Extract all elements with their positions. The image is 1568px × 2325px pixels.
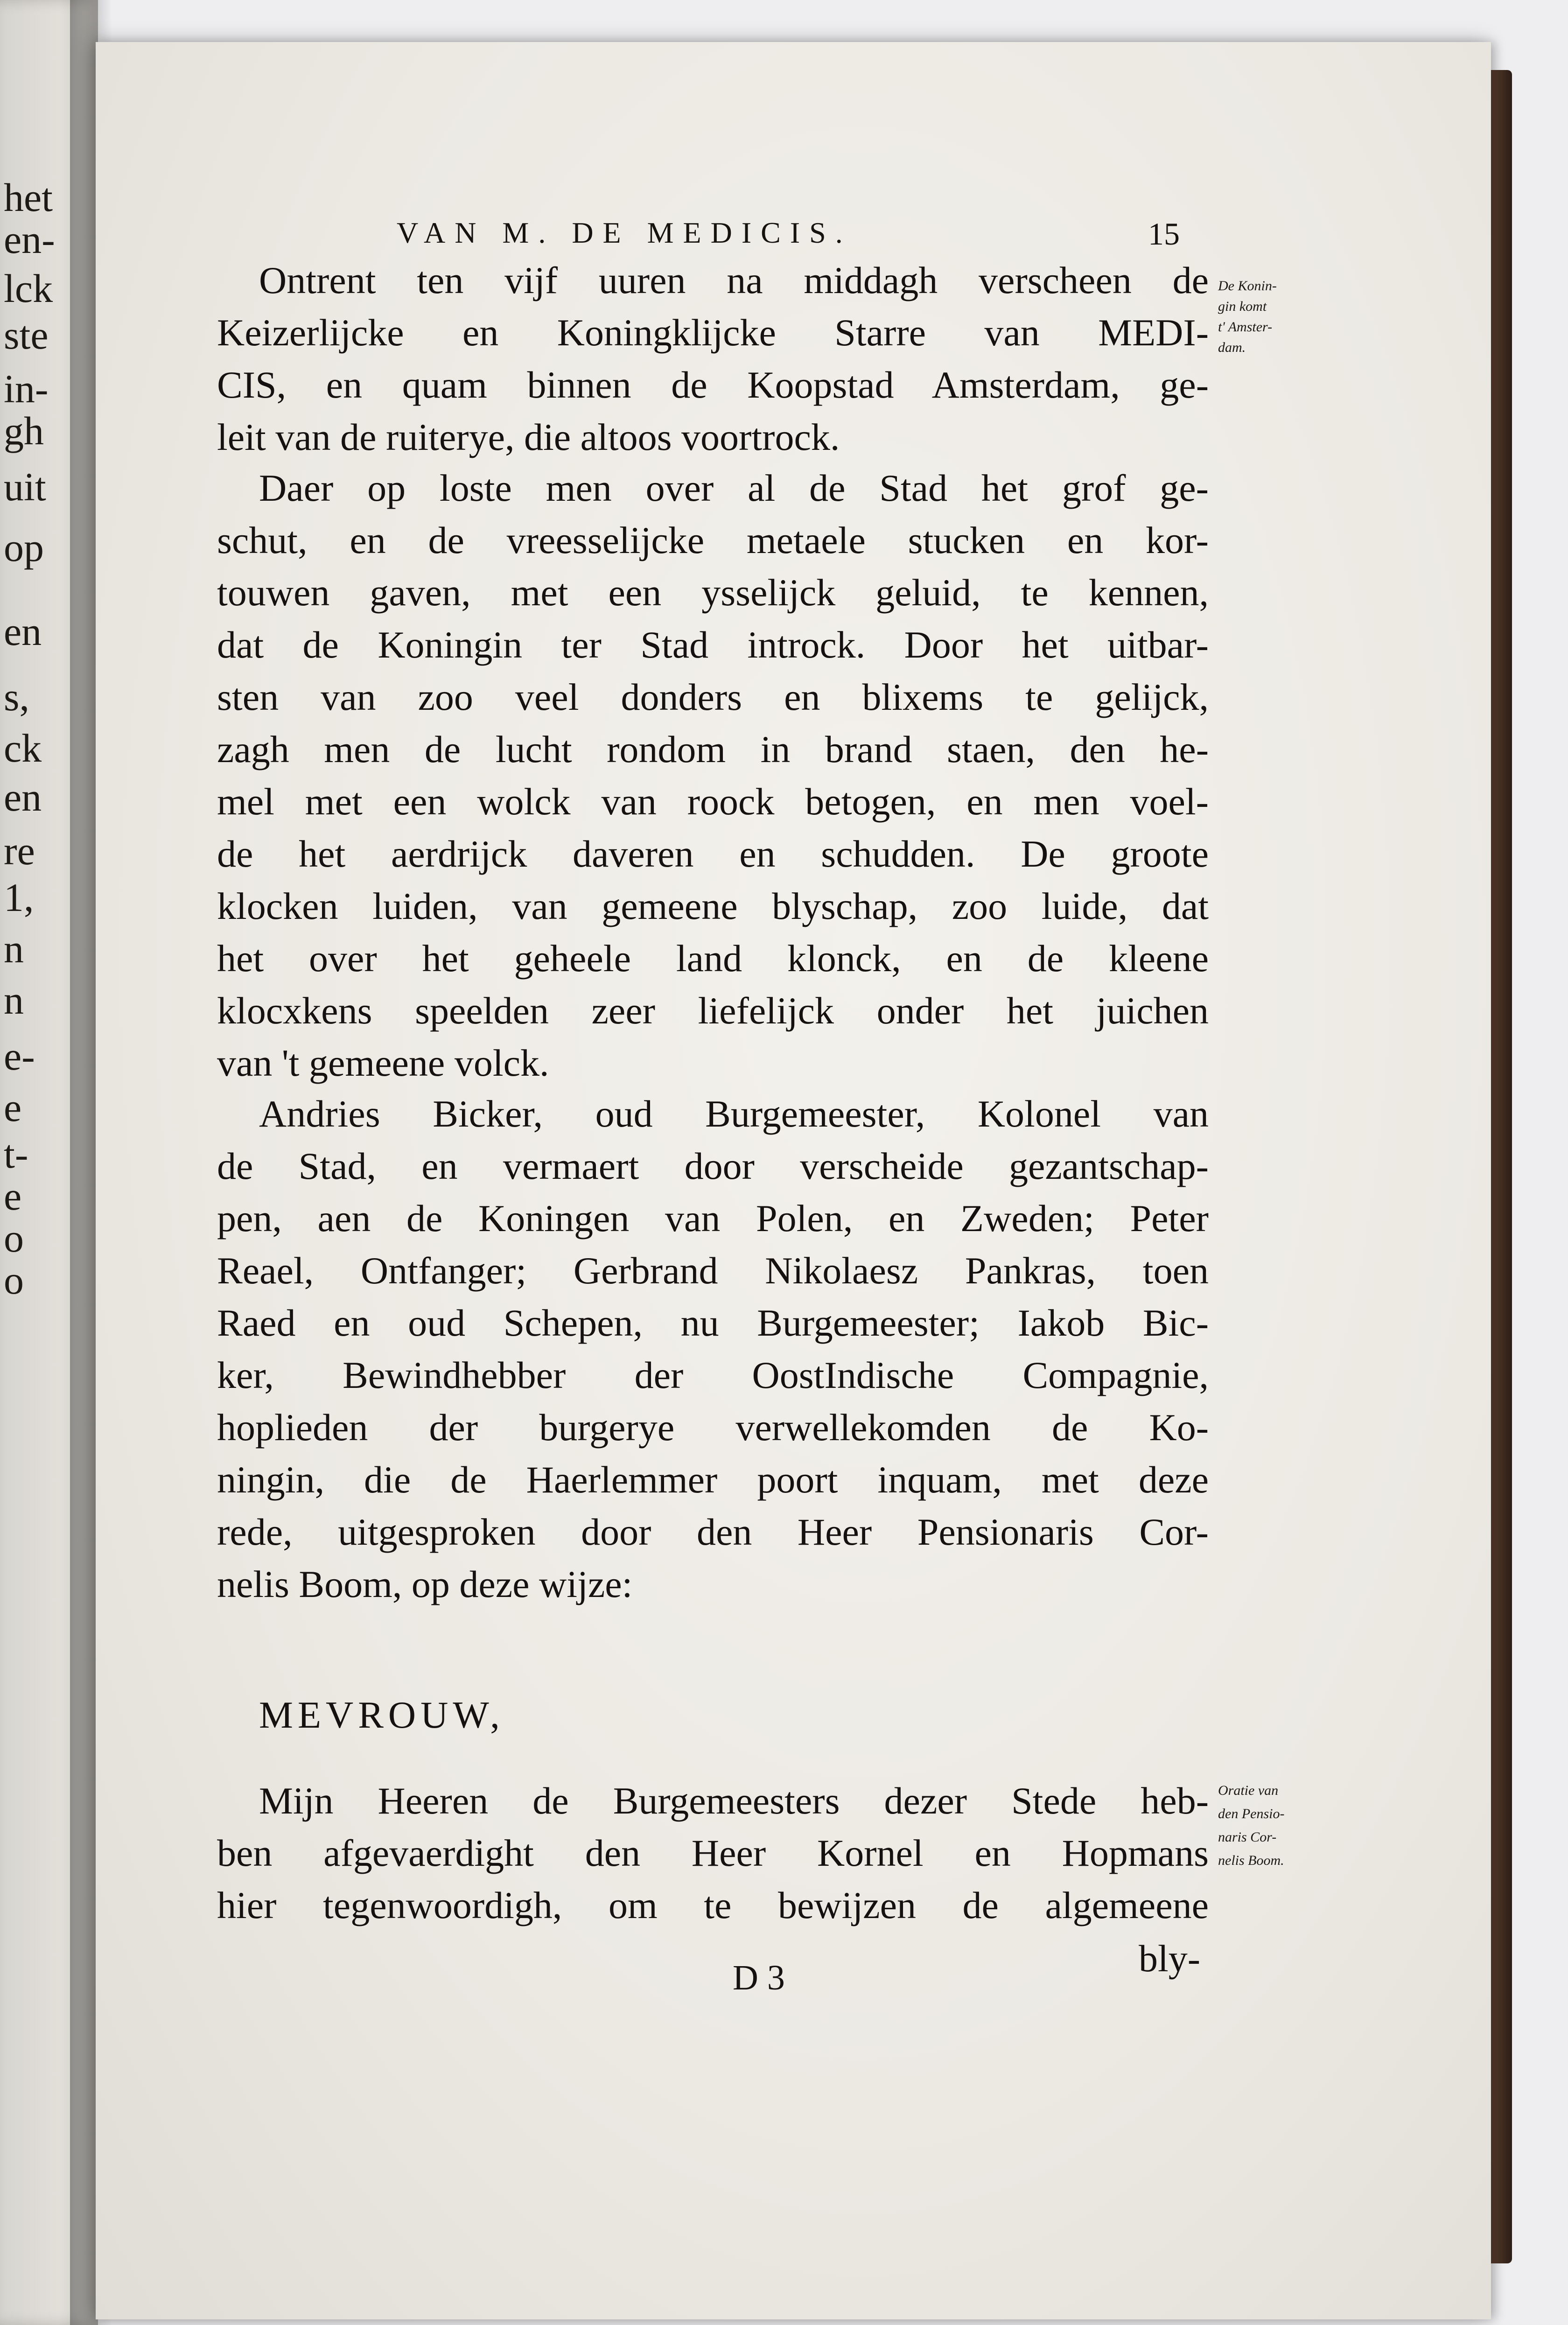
text-line: touwen gaven, met een ysselijck geluid, te kennen,: [217, 571, 1209, 614]
text-line: ker, Bewindhebber der OostIndische Compagnie,: [217, 1354, 1209, 1396]
previous-page-fragment: en-: [4, 217, 55, 262]
text-line: Mijn Heeren de Burgemeesters dezer Stede heb-: [259, 1779, 1209, 1822]
text-line: ben afgevaerdight den Heer Kornel en Hopmans: [217, 1832, 1209, 1874]
previous-page-fragment: op: [4, 525, 44, 570]
previous-page-fragment: in-: [4, 366, 49, 411]
previous-page-fragment: s,: [4, 674, 29, 719]
previous-page-fragment: re: [4, 828, 35, 873]
text-line: het over het geheele land klonck, en de kleene: [217, 937, 1209, 980]
previous-page-fragment: uit: [4, 464, 46, 509]
previous-page-fragment: o: [4, 1258, 24, 1303]
text-line: Daer op loste men over al de Stad het grof ge-: [259, 467, 1209, 509]
text-line: klocken luiden, van gemeene blyschap, zoo luide, dat: [217, 885, 1209, 927]
text-line: de Stad, en vermaert door verscheide gezantschap-: [217, 1145, 1209, 1187]
previous-page-fragment: en: [4, 775, 42, 819]
text-line: Raed en oud Schepen, nu Burgemeester; Iakob Bic-: [217, 1302, 1209, 1344]
previous-page-fragment: e: [4, 1174, 22, 1219]
margin-note-line: gin komt: [1218, 299, 1267, 314]
previous-page-fragment: n: [4, 926, 24, 971]
text-line: klocxkens speelden zeer liefelijck onder het juichen: [217, 989, 1209, 1032]
text-line: pen, aen de Koningen van Polen, en Zweden; Peter: [217, 1197, 1209, 1240]
text-line: mel met een wolck van roock betogen, en men voel-: [217, 780, 1209, 823]
margin-note-line: dam.: [1218, 340, 1246, 355]
text-line: sten van zoo veel donders en blixems te gelijck,: [217, 676, 1209, 718]
text-line: dat de Koningin ter Stad introck. Door het uitbar-: [217, 623, 1209, 666]
previous-page-fragment: ste: [4, 313, 49, 357]
previous-page-fragment: het: [4, 175, 53, 220]
previous-page-fragment: t-: [4, 1132, 28, 1177]
text-line: nelis Boom, op deze wijze:: [217, 1563, 633, 1605]
previous-page-fragment: n: [4, 978, 24, 1022]
previous-page-fragment: lck: [4, 266, 53, 311]
text-line: Keizerlijcke en Koningklijcke Starre van MEDI-: [217, 311, 1209, 354]
text-line: CIS, en quam binnen de Koopstad Amsterdam, ge-: [217, 364, 1209, 406]
margin-note-line: Oratie van: [1218, 1783, 1279, 1798]
previous-page-fragment: 1,: [4, 875, 34, 920]
margin-note-line: De Konin-: [1218, 278, 1277, 294]
previous-page-fragment: gh: [4, 408, 44, 453]
text-line: Ontrent ten vijf uuren na middagh verscheen de: [259, 259, 1209, 301]
margin-note-line: naris Cor-: [1218, 1829, 1277, 1845]
previous-page-fragment: o: [4, 1216, 24, 1261]
text-line: ningin, die de Haerlemmer poort inquam, met deze: [217, 1458, 1209, 1501]
text-line: zagh men de lucht rondom in brand staen, den he-: [217, 728, 1209, 770]
text-line: van 't gemeene volck.: [217, 1042, 549, 1084]
catchword: bly-: [1139, 1937, 1201, 1980]
text-line: Andries Bicker, oud Burgemeester, Kolonel van: [259, 1092, 1209, 1135]
previous-page-fragment: ck: [4, 726, 42, 770]
margin-note-line: nelis Boom.: [1218, 1853, 1284, 1868]
text-line: hier tegenwoordigh, om te bewijzen de algemeene: [217, 1884, 1209, 1926]
previous-page-fragment: e-: [4, 1034, 35, 1078]
text-line: de het aerdrijck daveren en schudden. De groote: [217, 833, 1209, 875]
text-line: leit van de ruiterye, die altoos voortrock.: [217, 416, 840, 458]
margin-note-line: den Pensio-: [1218, 1806, 1285, 1821]
signature-mark: D 3: [733, 1958, 785, 1997]
text-line: rede, uitgesproken door den Heer Pensionaris Cor-: [217, 1511, 1209, 1553]
text-line: Reael, Ontfanger; Gerbrand Nikolaesz Pankras, toen: [217, 1249, 1209, 1292]
page-number: 15: [1148, 216, 1180, 252]
running-head: VAN M. DE MEDICIS.: [397, 216, 852, 249]
text-line: schut, en de vreesselijcke metaele stucken en kor-: [217, 519, 1209, 561]
margin-note-line: t' Amster-: [1218, 319, 1273, 335]
previous-page-fragment: e: [4, 1085, 22, 1130]
previous-page-fragment: en: [4, 609, 42, 654]
text-line: hoplieden der burgerye verwellekomden de Ko-: [217, 1406, 1209, 1449]
salutation: MEVROUW,: [259, 1694, 504, 1736]
